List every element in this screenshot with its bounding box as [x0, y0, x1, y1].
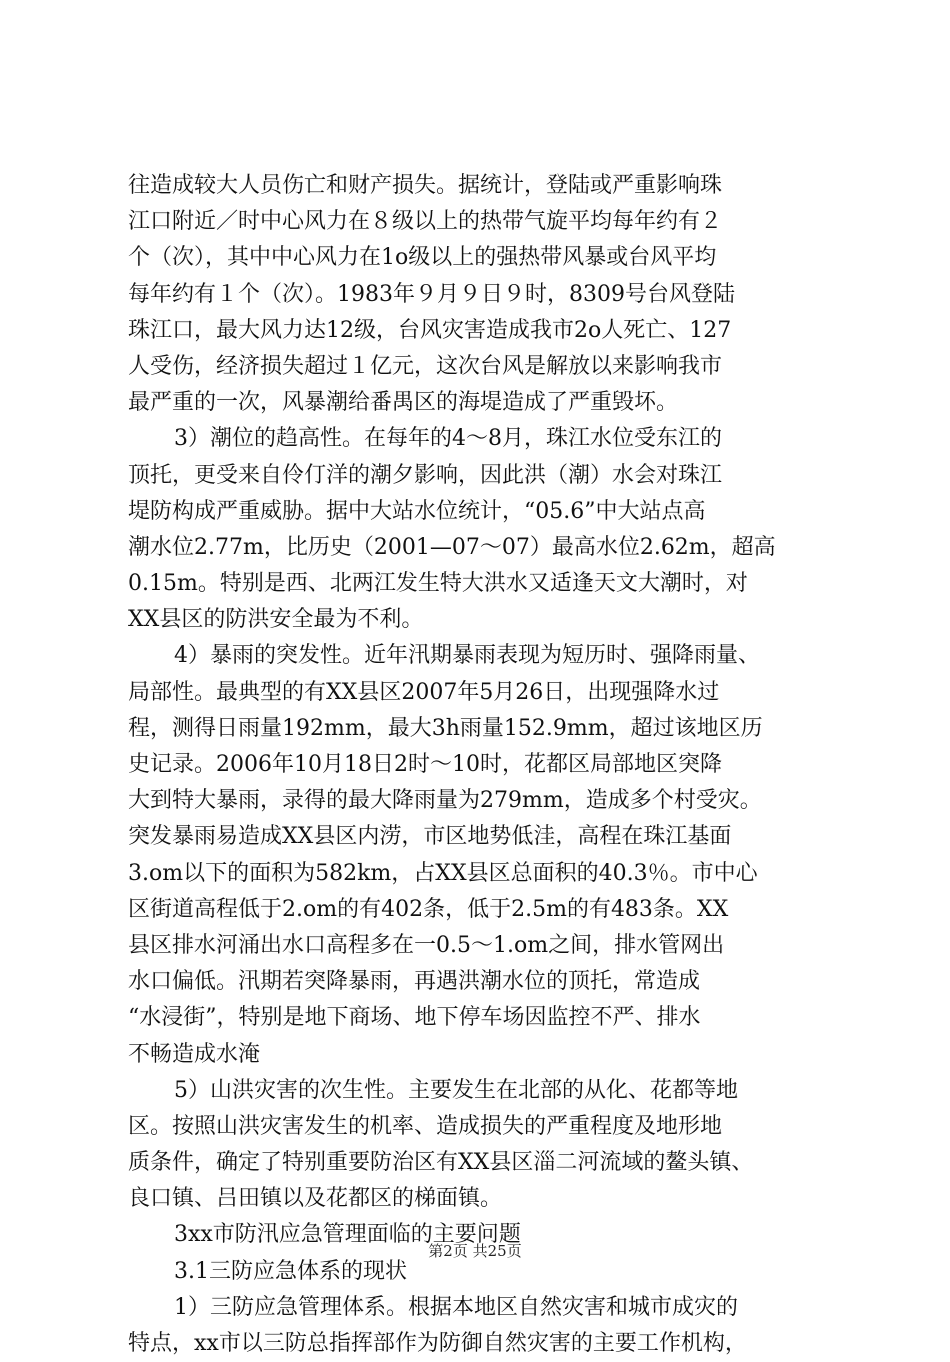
text-line: 良口镇、吕田镇以及花都区的梯面镇。: [128, 1186, 503, 1212]
text-line: 3.1三防应急体系的现状: [174, 1258, 407, 1284]
text-line: 区。按照山洪灾害发生的机率、造成损失的严重程度及地形地: [128, 1113, 723, 1139]
text-line: 个（次），其中中心风力在1o级以上的强热带风暴或台风平均: [128, 245, 717, 271]
text-line: XX县区的防洪安全最为不利。: [128, 607, 424, 633]
text-line: 珠江口，最大风力达12级，台风灾害造成我市2o人死亡、127: [128, 317, 732, 343]
text-line: 往造成较大人员伤亡和财产损失。据统计，登陆或严重影响珠: [128, 173, 723, 198]
text-line: 质条件，确定了特别重要防治区有XX县区淄二河流域的鳌头镇、: [128, 1150, 754, 1176]
page-footer: 第2页 共25页: [428, 1242, 522, 1260]
text-line: 1）三防应急管理体系。根据本地区自然灾害和城市成灾的: [174, 1294, 738, 1320]
text-line: 江口附近／时中心风力在８级以上的热带气旋平均每年约有２: [128, 209, 723, 235]
text-line: 3xx市防汛应急管理面临的主要问题: [174, 1222, 521, 1248]
text-line: 大到特大暴雨，录得的最大降雨量为279mm，造成多个村受灾。: [128, 788, 762, 814]
text-line: 不畅造成水淹: [128, 1041, 261, 1067]
text-line: 突发暴雨易造成XX县区内涝，市区地势低洼，高程在珠江基面: [128, 824, 732, 850]
text-line: 县区排水河涌出水口高程多在一0.5～1.om之间，排水管网出: [128, 932, 725, 958]
text-line: 水口偏低。汛期若突降暴雨，再遇洪潮水位的顶托，常造成: [128, 969, 701, 995]
text-line: 局部性。最典型的有XX县区2007年5月26日，出现强降水过: [128, 679, 720, 705]
text-line: 0.15m。特别是西、北两江发生特大洪水又适逢天文大潮时，对: [128, 571, 748, 597]
text-line: “水浸街”，特别是地下商场、地下停车场因监控不严、排水: [128, 1005, 701, 1031]
text-line: 人受伤，经济损失超过１亿元，这次台风是解放以来影响我市: [128, 353, 723, 379]
text-line: 4）暴雨的突发性。近年汛期暴雨表现为短历时、强降雨量、: [174, 643, 760, 669]
text-line: 区街道高程低于2.om的有402条，低于2.5m的有483条。XX: [128, 896, 729, 922]
text-line: 顶托，更受来自伶仃洋的潮夕影响，因此洪（潮）水会对珠江: [128, 462, 723, 488]
text-line: 最严重的一次，风暴潮给番禺区的海堤造成了严重毁坏。: [128, 390, 679, 416]
text-line: 5）山洪灾害的次生性。主要发生在北部的从化、花都等地: [174, 1077, 738, 1103]
text-line: 潮水位2.77m，比历史（2001—07～07）最高水位2.62m，超高: [128, 534, 776, 560]
text-line: 3）潮位的趋高性。在每年的4～8月，珠江水位受东江的: [174, 426, 722, 452]
text-line: 史记录。2006年10月18日2时～10时，花都区局部地区突降: [128, 752, 722, 777]
text-line: 程，测得日雨量192mm，最大3h雨量152.9mm，超过该地区历: [128, 715, 763, 741]
document-body: [128, 168, 858, 1362]
text-line: 3.om以下的面积为582km，占XX县区总面积的40.3％。市中心: [128, 860, 758, 886]
text-line: 堤防构成严重威胁。据中大站水位统计，“05.6”中大站点高: [128, 498, 706, 524]
text-line: 特点，xx市以三防总指挥部作为防御自然灾害的主要工作机构，: [128, 1331, 747, 1356]
text-line: 每年约有１个（次）。1983年９月９日９时，8309号台风登陆: [128, 281, 735, 307]
